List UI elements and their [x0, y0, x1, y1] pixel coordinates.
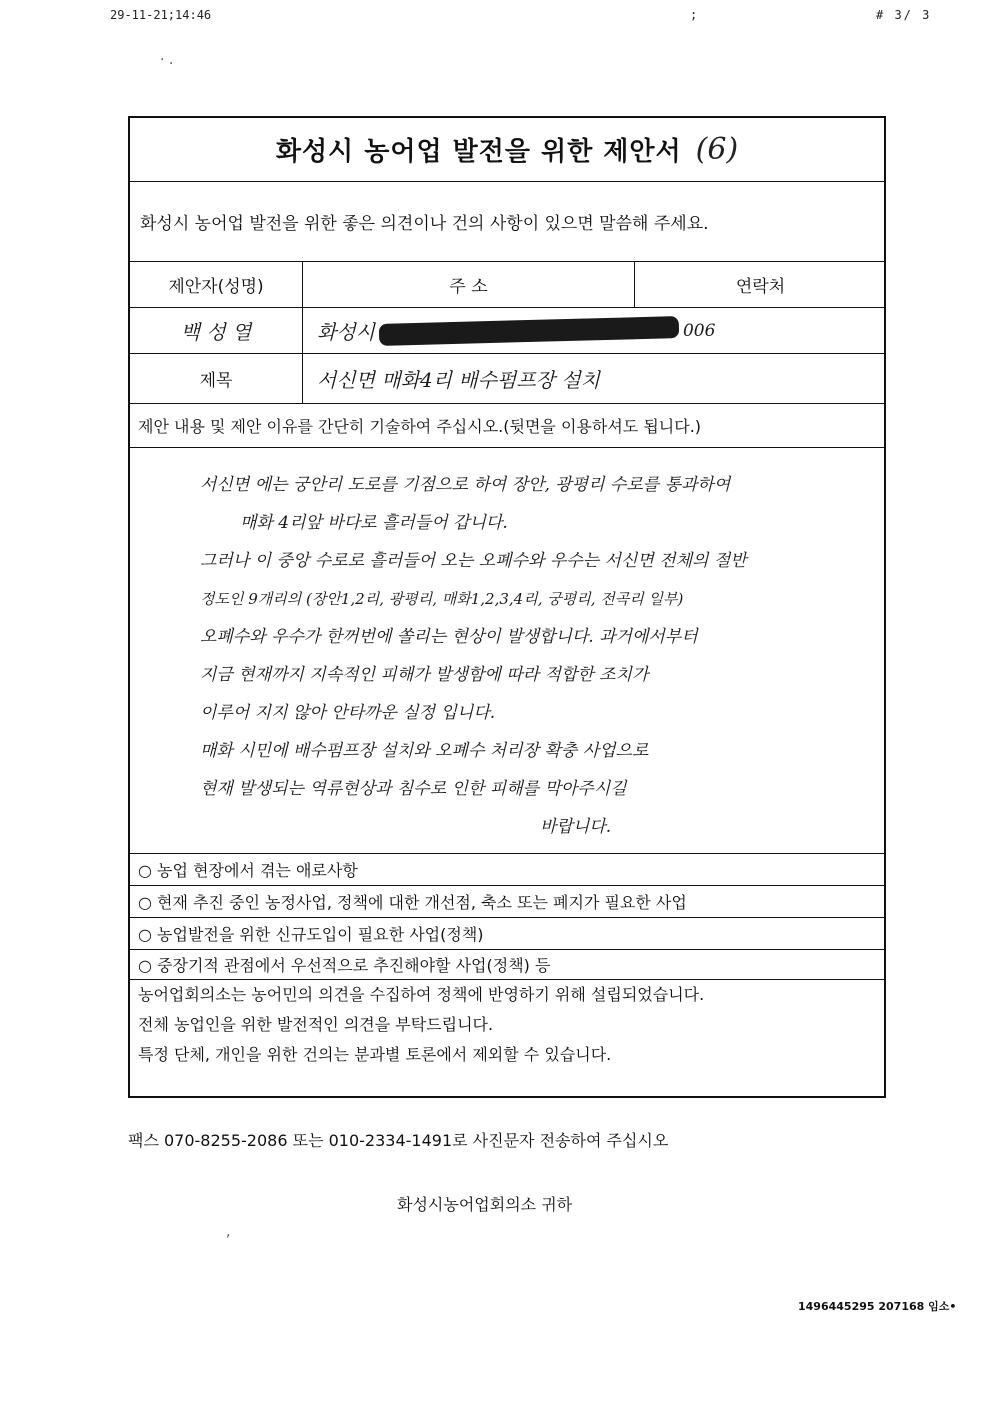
form-title-row [130, 118, 884, 182]
content-line: 바랍니다. [540, 817, 612, 837]
fax-page-number: # 3/ 3 [876, 8, 932, 22]
content-line: 지금 현재까지 지속적인 피해가 발생함에 따라 적합한 조치가 [200, 665, 649, 685]
content-line: 정도인 9개리의 (장안1,2리, 광평리, 매화1,2,3,4리, 궁평리, 전곡리 일부) [200, 590, 684, 608]
content-line: 매화 시민에 배수펌프장 설치와 오폐수 처리장 확충 사업으로 [200, 741, 649, 761]
content-line: 현재 발생되는 역류현상과 침수로 인한 피해를 막아주시길 [200, 779, 627, 799]
proposer-address: 화성시 [317, 320, 375, 344]
content-line: 서신면 에는 궁안리 도로를 기점으로 하여 장안, 광평리 수로를 통과하여 [200, 475, 731, 495]
subject-row [130, 354, 884, 404]
bullet-row [130, 950, 884, 980]
bullet-item: ○ 농업발전을 위한 신규도입이 필요한 사업(정책) [138, 925, 484, 944]
content-line: 이루어 지지 않아 안타까운 실정 입니다. [200, 703, 496, 723]
notice-line: 농어업회의소는 농어민의 의견을 수집하여 정책에 반영하기 위해 설립되었습니다. [138, 985, 705, 1004]
form-title: 화성시 농어업 발전을 위한 제안서 [275, 137, 682, 167]
subject-value: 서신면 매화4리 배수펌프장 설치 [302, 354, 886, 403]
header-name: 제안자(성명) [168, 277, 264, 297]
fax-mid-mark: ; [690, 8, 698, 22]
bullet-item: ○ 농업 현장에서 겪는 애로사항 [138, 861, 358, 880]
content-line: 그러나 이 중앙 수로로 흘러들어 오는 오폐수와 우수는 서신면 전체의 절반 [200, 551, 747, 571]
bullet-item: ○ 중장기적 관점에서 우선적으로 추진해야할 사업(정책) 등 [138, 956, 551, 975]
notice-line: 전체 농업인을 위한 발전적인 의견을 부탁드립니다. [138, 1015, 494, 1034]
intro-text: 화성시 농어업 발전을 위한 좋은 의견이나 건의 사항이 있으면 말씀해 주세요. [140, 214, 709, 234]
intro-row [130, 182, 884, 262]
bullet-row [130, 854, 884, 886]
stray-mark: , [226, 1224, 231, 1240]
proposer-address-contact [302, 308, 886, 353]
stray-mark: · . [160, 52, 174, 68]
proposer-contact: 006 [682, 320, 716, 341]
proposer-name: 백 성 열 [180, 320, 252, 344]
redaction-mark [379, 316, 679, 346]
fax-header [0, 8, 999, 28]
instruction-row [130, 404, 884, 448]
notice-text [138, 980, 878, 1070]
fax-footer: 1496445295 207168 임소• [798, 1300, 957, 1313]
instruction-text: 제안 내용 및 제안 이유를 간단히 기술하여 주십시오.(뒷면을 이용하셔도 됩니다.) [138, 417, 702, 436]
bullet-item: ○ 현재 추진 중인 농정사업, 정책에 대한 개선점, 축소 또는 폐지가 필요한 사업 [138, 893, 687, 912]
proposal-content [200, 466, 850, 846]
recipient: 화성시농어업회의소 귀하 [397, 1195, 573, 1214]
content-line: 오폐수와 우수가 한꺼번에 쏠리는 현상이 발생합니다. 과거에서부터 [200, 627, 698, 647]
proposal-form [128, 116, 886, 1098]
header-contact: 연락처 [634, 262, 886, 307]
proposer-row [130, 308, 884, 354]
content-line: 매화 4리앞 바다로 흘러들어 갑니다. [240, 513, 508, 533]
notice-line: 특정 단체, 개인을 위한 건의는 분과별 토론에서 제외할 수 있습니다. [138, 1045, 612, 1064]
form-title-note: (6) [695, 132, 739, 167]
fax-timestamp: 29-11-21;14:46 [110, 8, 212, 22]
header-row [130, 262, 884, 308]
subject-label: 제목 [199, 371, 233, 391]
bullet-row [130, 886, 884, 918]
notice-row [130, 980, 884, 1096]
bullet-row [130, 918, 884, 950]
fax-instruction: 팩스 070-8255-2086 또는 010-2334-1491로 사진문자 전송하여 주십시오 [128, 1131, 669, 1150]
header-address: 주 소 [302, 262, 634, 307]
